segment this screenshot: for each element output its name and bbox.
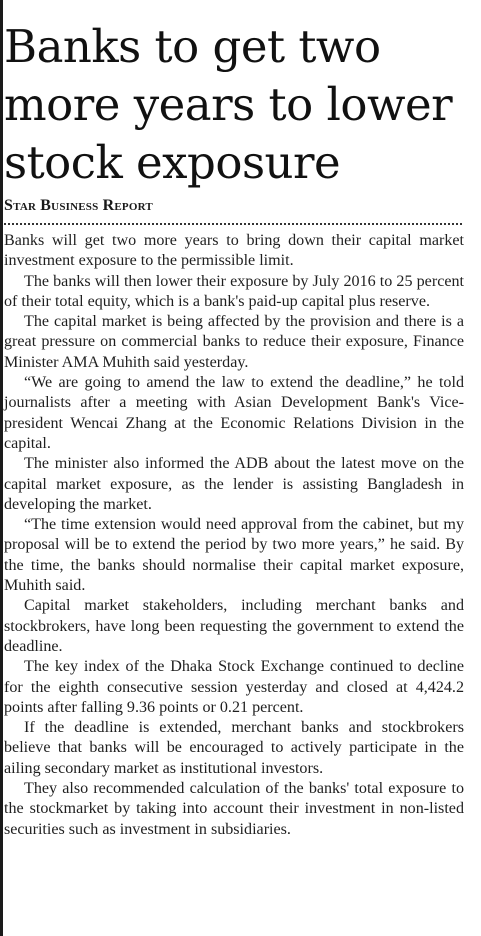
article-paragraph: The minister also informed the ADB about the latest move on the capital market exposure, as the lender is assisting Bangladesh in developing the market. [4,455,464,513]
dotted-divider [4,223,462,225]
article-paragraph: “The time extension would need approval from the cabinet, but my proposal will be to extend the period by two more years,” he said. By the time, the banks should normalise their capital market exposure, Muhith said. [4,516,464,595]
article-paragraph: Capital market stakeholders, including merchant banks and stockbrokers, have long been requesting the government to extend the deadline. [4,597,464,655]
article-paragraph: “We are going to amend the law to extend the deadline,” he told journalists after a meeting with Asian Development Bank's Vice-president Wencai Zhang at the Economic Relations Division in the capital. [4,374,464,452]
article-paragraph: If the deadline is extended, merchant banks and stockbrokers believe that banks will be encouraged to actively participate in the ailing secondary market as institutional investors. [4,719,464,777]
news-article [4,18,464,840]
article-body [4,231,464,840]
page-edge-divider [0,0,3,936]
article-paragraph: The capital market is being affected by the provision and there is a great pressure on commercial banks to reduce their exposure, Finance Minister AMA Muhith said yesterday. [4,313,464,371]
article-paragraph: Banks will get two more years to bring down their capital market investment exposure to the permissible limit. [4,232,464,270]
article-byline: Star Business Report [4,197,153,214]
article-headline: Banks to get two more years to lower stock exposure [4,20,453,189]
article-paragraph: The banks will then lower their exposure by July 2016 to 25 percent of their total equity, which is a bank's paid-up capital plus reserve. [4,272,464,310]
article-paragraph: The key index of the Dhaka Stock Exchange continued to decline for the eighth consecutive session yesterday and closed at 4,424.2 points after falling 9.36 points or 0.21 percent. [4,658,464,716]
article-paragraph: They also recommended calculation of the banks' total exposure to the stockmarket by taking into account their investment in non-listed securities such as investment in subsidiaries. [4,780,464,838]
